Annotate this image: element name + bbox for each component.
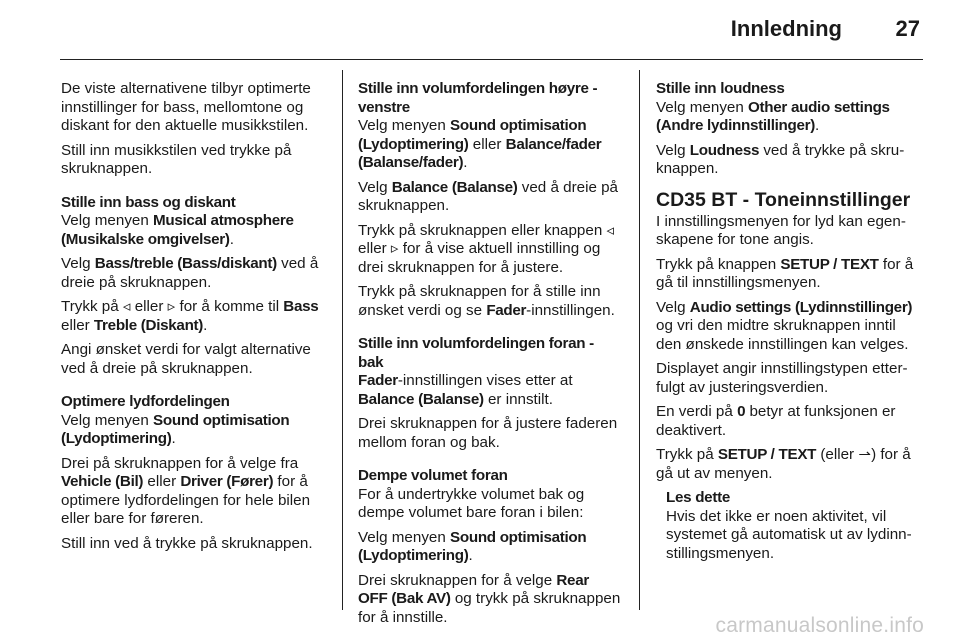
header-rule xyxy=(60,59,923,60)
column-1 xyxy=(61,80,325,559)
column-divider-1 xyxy=(342,70,343,610)
fader-shown-note: Fader-innstillingen vises etter at Balance (Balanse) er innstilt. xyxy=(358,372,573,408)
distribution-menu-instruction: Velg menyen Sound optimisation (Lydoptimering). xyxy=(61,411,290,447)
loudness-select-instruction: Velg Loudness ved å trykke på skruknappen. xyxy=(656,141,905,177)
cd35-display-note: Displayet angir innstillingstypen etterfulgt av justeringsverdien. xyxy=(656,360,908,396)
section-heading-cd35-tone: CD35 BT - Toneinnstillinger xyxy=(656,188,911,211)
section-heading-loudness: Stille inn loudness xyxy=(656,80,785,97)
bass-menu-instruction: Velg menyen Musical atmosphere (Musikalske omgivelser). xyxy=(61,212,294,248)
dim-turn-instruction: Drei skruknappen for å velge Rear OFF (Bak AV) og trykk på skruknappen for å innstille. xyxy=(358,571,621,626)
header-title: Innledning xyxy=(730,16,842,41)
balance-menu-instruction: Velg menyen Sound optimisation (Lydoptimering) eller Balance/fader (Balanse/fader). xyxy=(358,117,602,171)
section-heading-bass-treble: Stille inn bass og diskant xyxy=(61,193,236,211)
balance-press-instruction: Trykk på skruknappen eller knappen ◃ eller ▹ for å vise aktuell innstilling og drei skruknappen for å justere. xyxy=(358,221,615,276)
fader-turn-instruction: Drei skruknappen for å justere faderen mellom foran og bak. xyxy=(358,415,618,451)
note-heading: Les dette xyxy=(666,489,730,506)
column-3 xyxy=(656,80,924,563)
watermark: carmanualsonline.info xyxy=(715,614,924,637)
section-heading-dim-front: Dempe volumet foran xyxy=(358,467,508,484)
section-heading-balance: Stille inn volumfordelingen høyre - venstre xyxy=(358,80,598,116)
note-box xyxy=(666,489,924,563)
cd35-select-instruction: Velg Audio settings (Lydinnstillinger) og vri den midtre skruknappen inntil den ønskede innstillingen kan velges. xyxy=(656,298,913,353)
distribution-set-instruction: Still inn ved å trykke på skruknappen. xyxy=(61,534,313,552)
page-number: 27 xyxy=(895,16,920,41)
balance-select-instruction: Velg Balance (Balanse) ved å dreie på skruknappen. xyxy=(358,178,619,214)
intro-paragraph: De viste alternativene tilbyr optimerte innstillinger for bass, mellomtone og diskant for den aktuelle musikkstilen. xyxy=(61,80,311,134)
section-heading-fader: Stille inn volumfordelingen foran - bak xyxy=(358,335,594,371)
distribution-turn-instruction: Drei på skruknappen for å velge fra Vehicle (Bil) eller Driver (Fører) for å optimere lydfordelingen for hele bilen eller bare for føreren. xyxy=(61,454,311,527)
back-arrow-icon: ⇀ xyxy=(858,446,872,463)
cd35-intro: I innstillingsmenyen for lyd kan egenskapene for tone angis. xyxy=(656,212,906,248)
bass-adjust-instruction: Angi ønsket verdi for valgt alternative ved å dreie på skruknappen. xyxy=(61,341,311,377)
cd35-exit-instruction: Trykk på SETUP / TEXT (eller ⇀) for å gå ut av menyen. xyxy=(656,446,911,482)
loudness-menu-instruction: Velg menyen Other audio settings (Andre lydinnstillinger). xyxy=(656,98,890,134)
dim-description: For å undertrykke volumet bak og dempe volumet bare foran i bilen: xyxy=(358,485,585,521)
bass-press-instruction: Trykk på ◃ eller ▹ for å komme til Bass eller Treble (Diskant). xyxy=(61,298,319,334)
cd35-value-note: En verdi på 0 betyr at funksjonen er deaktivert. xyxy=(656,403,896,439)
balance-confirm-instruction: Trykk på skruknappen for å stille inn ønsket verdi og se Fader-innstillingen. xyxy=(358,283,615,319)
cd35-press-instruction: Trykk på knappen SETUP / TEXT for å gå til innstillingsmenyen. xyxy=(656,255,914,291)
note-body: Hvis det ikke er noen aktivitet, vil systemet gå automatisk ut av lydinnstillingsmenyen. xyxy=(666,507,912,562)
column-2 xyxy=(358,80,622,633)
bass-select-instruction: Velg Bass/treble (Bass/diskant) ved å dreie på skruknappen. xyxy=(61,255,319,291)
section-heading-distribution: Optimere lydfordelingen xyxy=(61,393,230,410)
intro-instruction: Still inn musikkstilen ved trykke på skruknappen. xyxy=(61,141,292,177)
column-divider-2 xyxy=(639,70,640,610)
dim-menu-instruction: Velg menyen Sound optimisation (Lydoptimering). xyxy=(358,528,587,564)
